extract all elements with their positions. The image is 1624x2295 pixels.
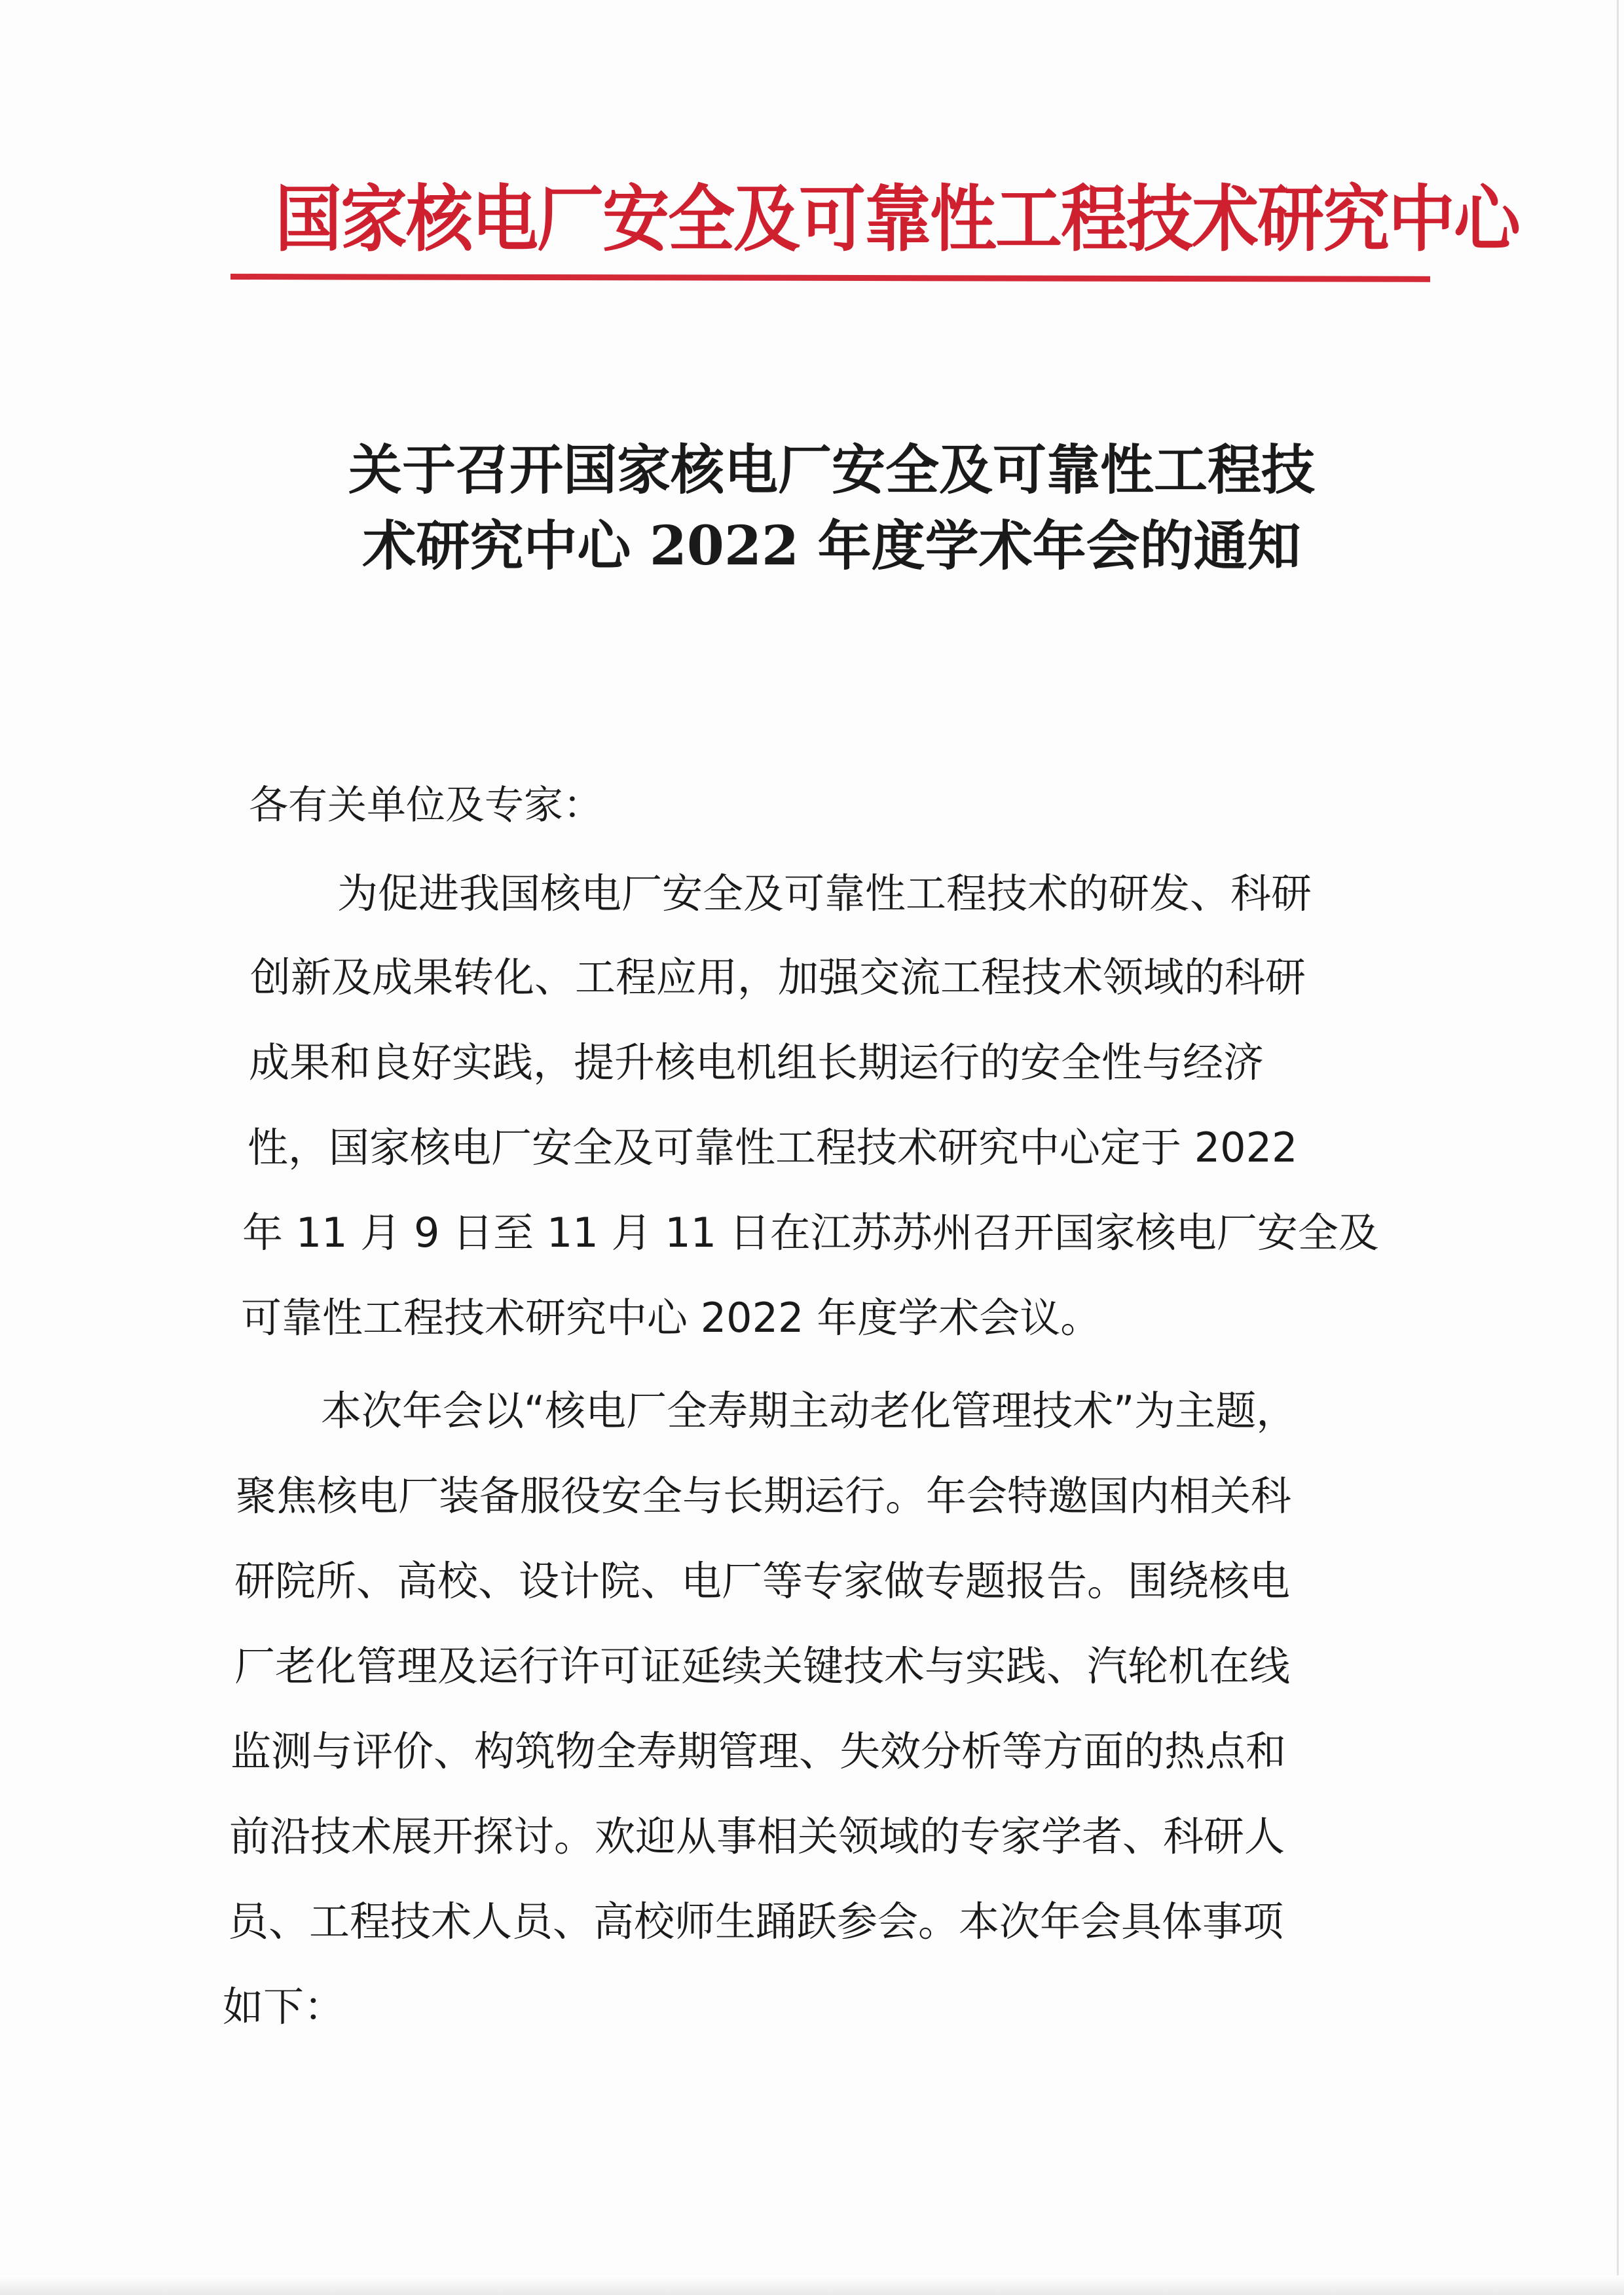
- notice-title-line-2: 术研究中心 2022 年度学术年会的通知: [362, 515, 1301, 578]
- notice-title: [275, 432, 1388, 584]
- body-line: 员、工程技术人员、高校师生踊跃参会。本次年会具体事项: [228, 1898, 1284, 1945]
- body-line: 厂老化管理及运行许可证延续关键技术与实践、汽轮机在线: [234, 1642, 1291, 1690]
- body-line: 性，国家核电厂安全及可靠性工程技术研究中心定于 2022: [248, 1124, 1298, 1171]
- scan-edge-bottom: [0, 2275, 1624, 2295]
- notice-title-line-1: 关于召开国家核电厂安全及可靠性工程技: [348, 439, 1315, 502]
- body-line: 创新及成果转化、工程应用，加强交流工程技术领域的科研: [250, 953, 1306, 1001]
- body-line: 可靠性工程技术研究中心 2022 年度学术会议。: [241, 1294, 1101, 1342]
- scan-edge-right: [1617, 0, 1619, 2295]
- body-line: 聚焦核电厂装备服役安全与长期运行。年会特邀国内相关科: [236, 1472, 1292, 1520]
- body-line: 如下：: [223, 1983, 345, 2030]
- body-line: 为促进我国核电厂安全及可靠性工程技术的研发、科研: [337, 870, 1312, 917]
- organization-letterhead: 国家核电厂安全及可靠性工程技术研究中心: [275, 177, 1519, 262]
- body-line: 年 11 月 9 日至 11 月 11 日在江苏苏州召开国家核电厂安全及: [242, 1209, 1379, 1257]
- body-line: 本次年会以“核电厂全寿期主动老化管理技术”为主题，: [321, 1387, 1297, 1435]
- body-line: 研院所、高校、设计院、电厂等专家做专题报告。围绕核电: [234, 1557, 1291, 1605]
- body-line: 前沿技术展开探讨。欢迎从事相关领域的专家学者、科研人: [229, 1812, 1285, 1860]
- body-line: 成果和良好实践，提升核电机组长期运行的安全性与经济: [249, 1038, 1264, 1086]
- salutation: 各有关单位及专家：: [249, 782, 602, 828]
- body-line: 监测与评价、构筑物全寿期管理、失效分析等方面的热点和: [231, 1727, 1287, 1775]
